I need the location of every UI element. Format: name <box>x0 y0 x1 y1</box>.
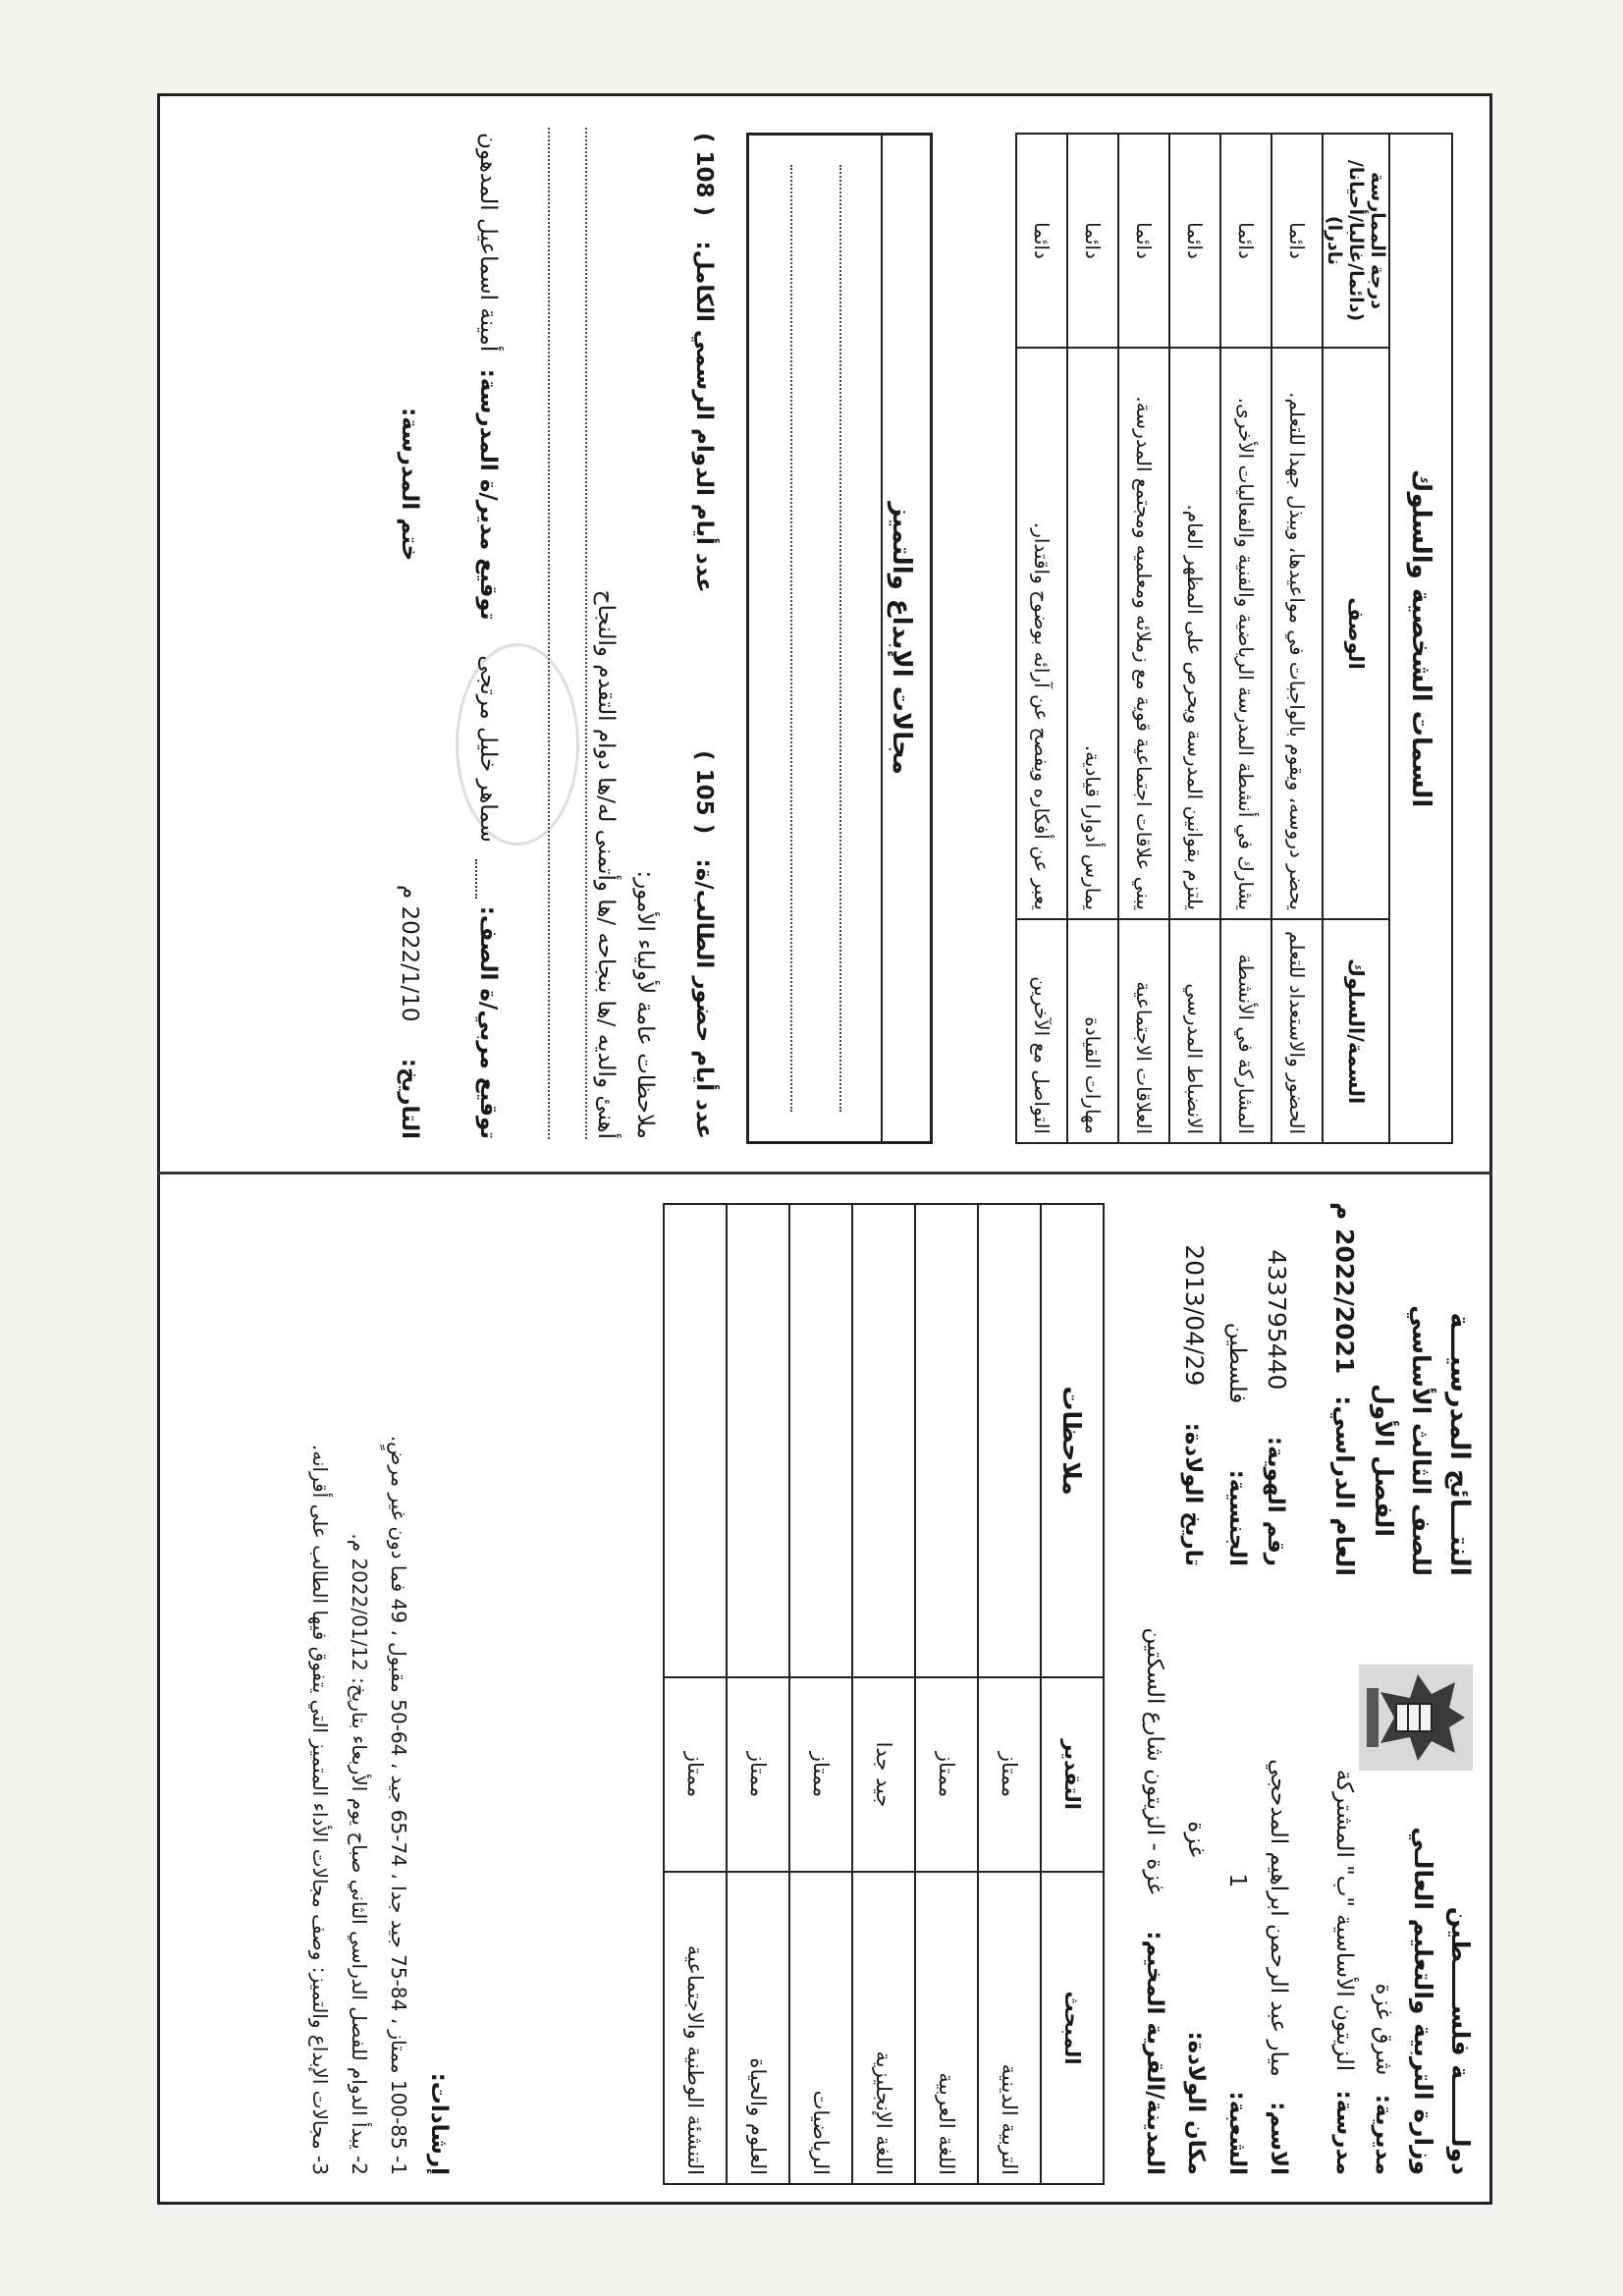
total-value: 108 <box>691 150 717 198</box>
name-value: ميار عبد الرحمن ابراهيم المدحجي <box>1266 1759 1291 2077</box>
year-value: 2022/2021 م <box>1330 1202 1359 1375</box>
date-field <box>397 885 422 1139</box>
year-label: العام الدراسي: <box>1330 1395 1359 1576</box>
grade-cell: ممتاز <box>978 1677 1041 1872</box>
present-value-box: ( 105 ) <box>691 750 717 835</box>
grade-cell: ممتاز <box>664 1677 727 1872</box>
table-row <box>852 1204 915 2184</box>
year-field <box>1330 1202 1359 1576</box>
principal-signature <box>475 133 501 621</box>
attendance-present <box>691 750 717 1139</box>
fold-line <box>157 1172 1492 1175</box>
school-stamp <box>456 643 579 846</box>
semester-title: الفصل الأول <box>1370 1383 1398 1537</box>
header-right <box>1308 1769 1475 2175</box>
trait-cell: المشاركة في الأنشطة <box>1220 919 1271 1143</box>
guidance-line-3: 3- مجالات الإبداع والتميز: وصف مجالات الأداء المتميز التي يتفوق فيها الطالب على أقرانه. <box>308 1444 332 2175</box>
creativity-title: مجالات الإبداع والتميز <box>881 136 930 1141</box>
guidance-notes <box>216 1203 452 2175</box>
desc-cell: يشارك في أنشطة المدرسة الرياضية والفنية والفعاليات الأخرى. <box>1220 348 1271 919</box>
note-cell <box>978 1204 1041 1677</box>
birthdate-value: 2013/04/29 <box>1180 1244 1209 1387</box>
behavior-title-row <box>1389 134 1452 1143</box>
results-panel <box>163 1175 1492 2205</box>
grade-cell: ممتاز <box>915 1677 978 1872</box>
birthdate-field <box>1180 1244 1209 1566</box>
subject-cell: الرياضيات <box>789 1872 852 2184</box>
nationality-label: الجنسية: <box>1224 1469 1250 1566</box>
table-row <box>978 1204 1041 2184</box>
subject-header: المبحث <box>1041 1872 1104 2184</box>
principal-name: أمينة اسماعيل المدهون <box>475 133 501 353</box>
signature-dots <box>475 859 499 899</box>
parents-note-text: أهنئ والديه /ها بنجاحه /ها وأتمنى له/ها دوام التقدم والنجاح <box>585 128 619 1139</box>
table-row <box>1118 134 1169 1143</box>
attendance-total <box>691 133 717 593</box>
grade-title: للصف الثالث الأساسي <box>1407 1305 1435 1576</box>
birthplace-field <box>1183 1821 1209 2175</box>
note-cell <box>852 1204 915 1677</box>
creativity-box <box>746 133 933 1144</box>
table-row <box>789 1204 852 2184</box>
level-cell: دائما <box>1169 134 1220 348</box>
grade-cell: جيد جدا <box>852 1677 915 1872</box>
behavior-header-row <box>1323 134 1389 1143</box>
table-row <box>1271 134 1323 1143</box>
creativity-line-2 <box>790 165 792 1112</box>
trait-cell: الانضباط المدرسي <box>1169 919 1220 1143</box>
birthplace-label: مكان الولادة: <box>1183 2031 1209 2175</box>
date-label: التاريخ: <box>397 1058 422 1139</box>
present-label: عدد أيام حضور الطالب/ة: <box>691 858 717 1139</box>
desc-cell: يبني علاقات اجتماعية قوية مع زملائه ومعلميه ومجتمع المدرسة. <box>1118 348 1169 919</box>
seal-field <box>397 408 422 561</box>
school-label: مدرسة: <box>1331 2090 1357 2175</box>
grade-header: التقدير <box>1041 1677 1104 1872</box>
level-cell: دائما <box>1220 134 1271 348</box>
trait-cell: التواصل مع الآخرين <box>1016 919 1067 1143</box>
total-label: عدد أيام الدوام الرسمي الكامل: <box>691 241 717 593</box>
total-value-box: ( 108 ) <box>691 133 717 217</box>
section-field <box>1224 1874 1250 2175</box>
trait-cell: مهارات القيادة <box>1067 919 1118 1143</box>
parents-note-title: ملاحظات عامة لأولياء الأمور: <box>632 870 658 1139</box>
desc-cell: يمارس أدوارا قيادية. <box>1067 348 1118 919</box>
table-row <box>1169 134 1220 1143</box>
subject-cell: التربية الدينية <box>978 1872 1041 2184</box>
report-title: النتـــائج المدرسيـــة <box>1444 1312 1475 1576</box>
subject-cell: التنشئة الوطنية والاجتماعية <box>664 1872 727 2184</box>
section-value: 1 <box>1224 1873 1250 1888</box>
creativity-line-1 <box>839 165 841 1112</box>
id-label: رقم الهوية: <box>1263 1436 1288 1566</box>
table-row <box>727 1204 789 2184</box>
teacher-signature-label: توقيع مربي/ة الصف: <box>475 905 501 1139</box>
notes-header: ملاحظات <box>1041 1204 1104 1677</box>
behavior-table <box>1015 133 1453 1144</box>
eagle-emblem-icon <box>1357 1663 1475 1773</box>
table-row <box>1220 134 1271 1143</box>
directorate-field <box>1371 1984 1396 2175</box>
address-field <box>1142 1627 1167 2175</box>
date-value: 2022/1/10 م <box>397 884 422 1022</box>
level-header: درجة الممارسة (دائما/غالبا/أحيانا/نادرا) <box>1323 134 1389 348</box>
note-cell <box>664 1204 727 1677</box>
grade-cell: ممتاز <box>727 1677 789 1872</box>
grade-cell: ممتاز <box>789 1677 852 1872</box>
level-cell: دائما <box>1118 134 1169 348</box>
guidance-line-2: 2- يبدأ الدوام للفصل الدراسي الثاني صباح يوم الأربعاء بتاريخ: 2022/01/12 م. <box>348 1533 371 2175</box>
ministry-name: وزارة التربية والتعليم العالـي <box>1409 1827 1437 2175</box>
trait-cell: الحضور والاستعداد للتعلم <box>1271 919 1323 1143</box>
name-label: الاسم: <box>1266 2102 1291 2175</box>
nationality-field <box>1224 1323 1250 1566</box>
birthdate-label: تاريخ الولادة: <box>1180 1422 1206 1566</box>
section-label: الشعبة: <box>1224 2091 1250 2175</box>
behavior-title: السمات الشخصية والسلوك <box>1389 134 1452 1143</box>
table-row <box>915 1204 978 2184</box>
directorate-label: مديرية: <box>1371 2094 1396 2175</box>
teacher-name: سماهر خليل مرتجى <box>475 655 501 843</box>
student-info <box>1124 1213 1291 2175</box>
address-label: المدينة/القرية المخيم: <box>1142 1931 1167 2175</box>
grades-header-row <box>1041 1204 1104 2184</box>
desc-header: الوصف <box>1323 348 1389 919</box>
name-field <box>1266 1759 1291 2175</box>
address-value: غزة - الزيتون شارع السكتين <box>1142 1627 1167 1894</box>
grades-table <box>663 1203 1105 2185</box>
header-title <box>1318 1202 1475 1576</box>
table-row <box>1016 134 1067 1143</box>
school-field <box>1331 1770 1357 2175</box>
trait-header: السمة/السلوك <box>1323 919 1389 1143</box>
desc-cell: يعبر عن أفكاره ويفصح عن آرائه بوضوح واقتدار. <box>1016 348 1067 919</box>
parents-note-line-2 <box>548 128 550 1139</box>
id-field <box>1263 1249 1291 1566</box>
subject-cell: العلوم والحياة <box>727 1872 789 2184</box>
note-cell <box>789 1204 852 1677</box>
level-cell: دائما <box>1271 134 1323 348</box>
guidance-line-1: 1- 100-85 ممتاز ، 84-75 جيد جدا ، 74-65 جيد ، 64-50 مقبول ، 49 فما دون غير مرضٍ. <box>387 1435 410 2175</box>
nationality-value: فلسطين <box>1224 1322 1250 1404</box>
desc-cell: يلتزم بقوانين المدرسة ويحرص على المظهر العام. <box>1169 348 1220 919</box>
id-value: 433795440 <box>1263 1249 1291 1391</box>
guidance-title: إرشادات: <box>426 2072 452 2175</box>
directorate-value: شرق غزة <box>1371 1983 1396 2076</box>
note-cell <box>915 1204 978 1677</box>
desc-cell: يحضر دروسه، ويقوم بالواجبات في مواعيدها، ويبذل جهدا للتعلم. <box>1271 348 1323 919</box>
present-value: 105 <box>691 768 717 816</box>
note-cell <box>727 1204 789 1677</box>
seal-label: ختم المدرسة: <box>397 408 422 562</box>
behavior-panel <box>163 93 1492 1169</box>
birthplace-value: غزة <box>1183 1821 1209 1858</box>
table-row <box>1067 134 1118 1143</box>
subject-cell: اللغة الإنجليزية <box>852 1872 915 2184</box>
principal-signature-label: توقيع مدير/ة المدرسة: <box>475 368 501 621</box>
trait-cell: العلاقات الاجتماعية <box>1118 919 1169 1143</box>
report-card-sheet <box>157 93 1492 2205</box>
table-row <box>664 1204 727 2184</box>
state-name: دولـــــــة فلســـــطين <box>1446 1906 1475 2175</box>
level-cell: دائما <box>1016 134 1067 348</box>
subject-cell: اللغة العربية <box>915 1872 978 2184</box>
level-cell: دائما <box>1067 134 1118 348</box>
school-value: الزيتون الأساسية "ب" المشتركة <box>1331 1769 1357 2072</box>
